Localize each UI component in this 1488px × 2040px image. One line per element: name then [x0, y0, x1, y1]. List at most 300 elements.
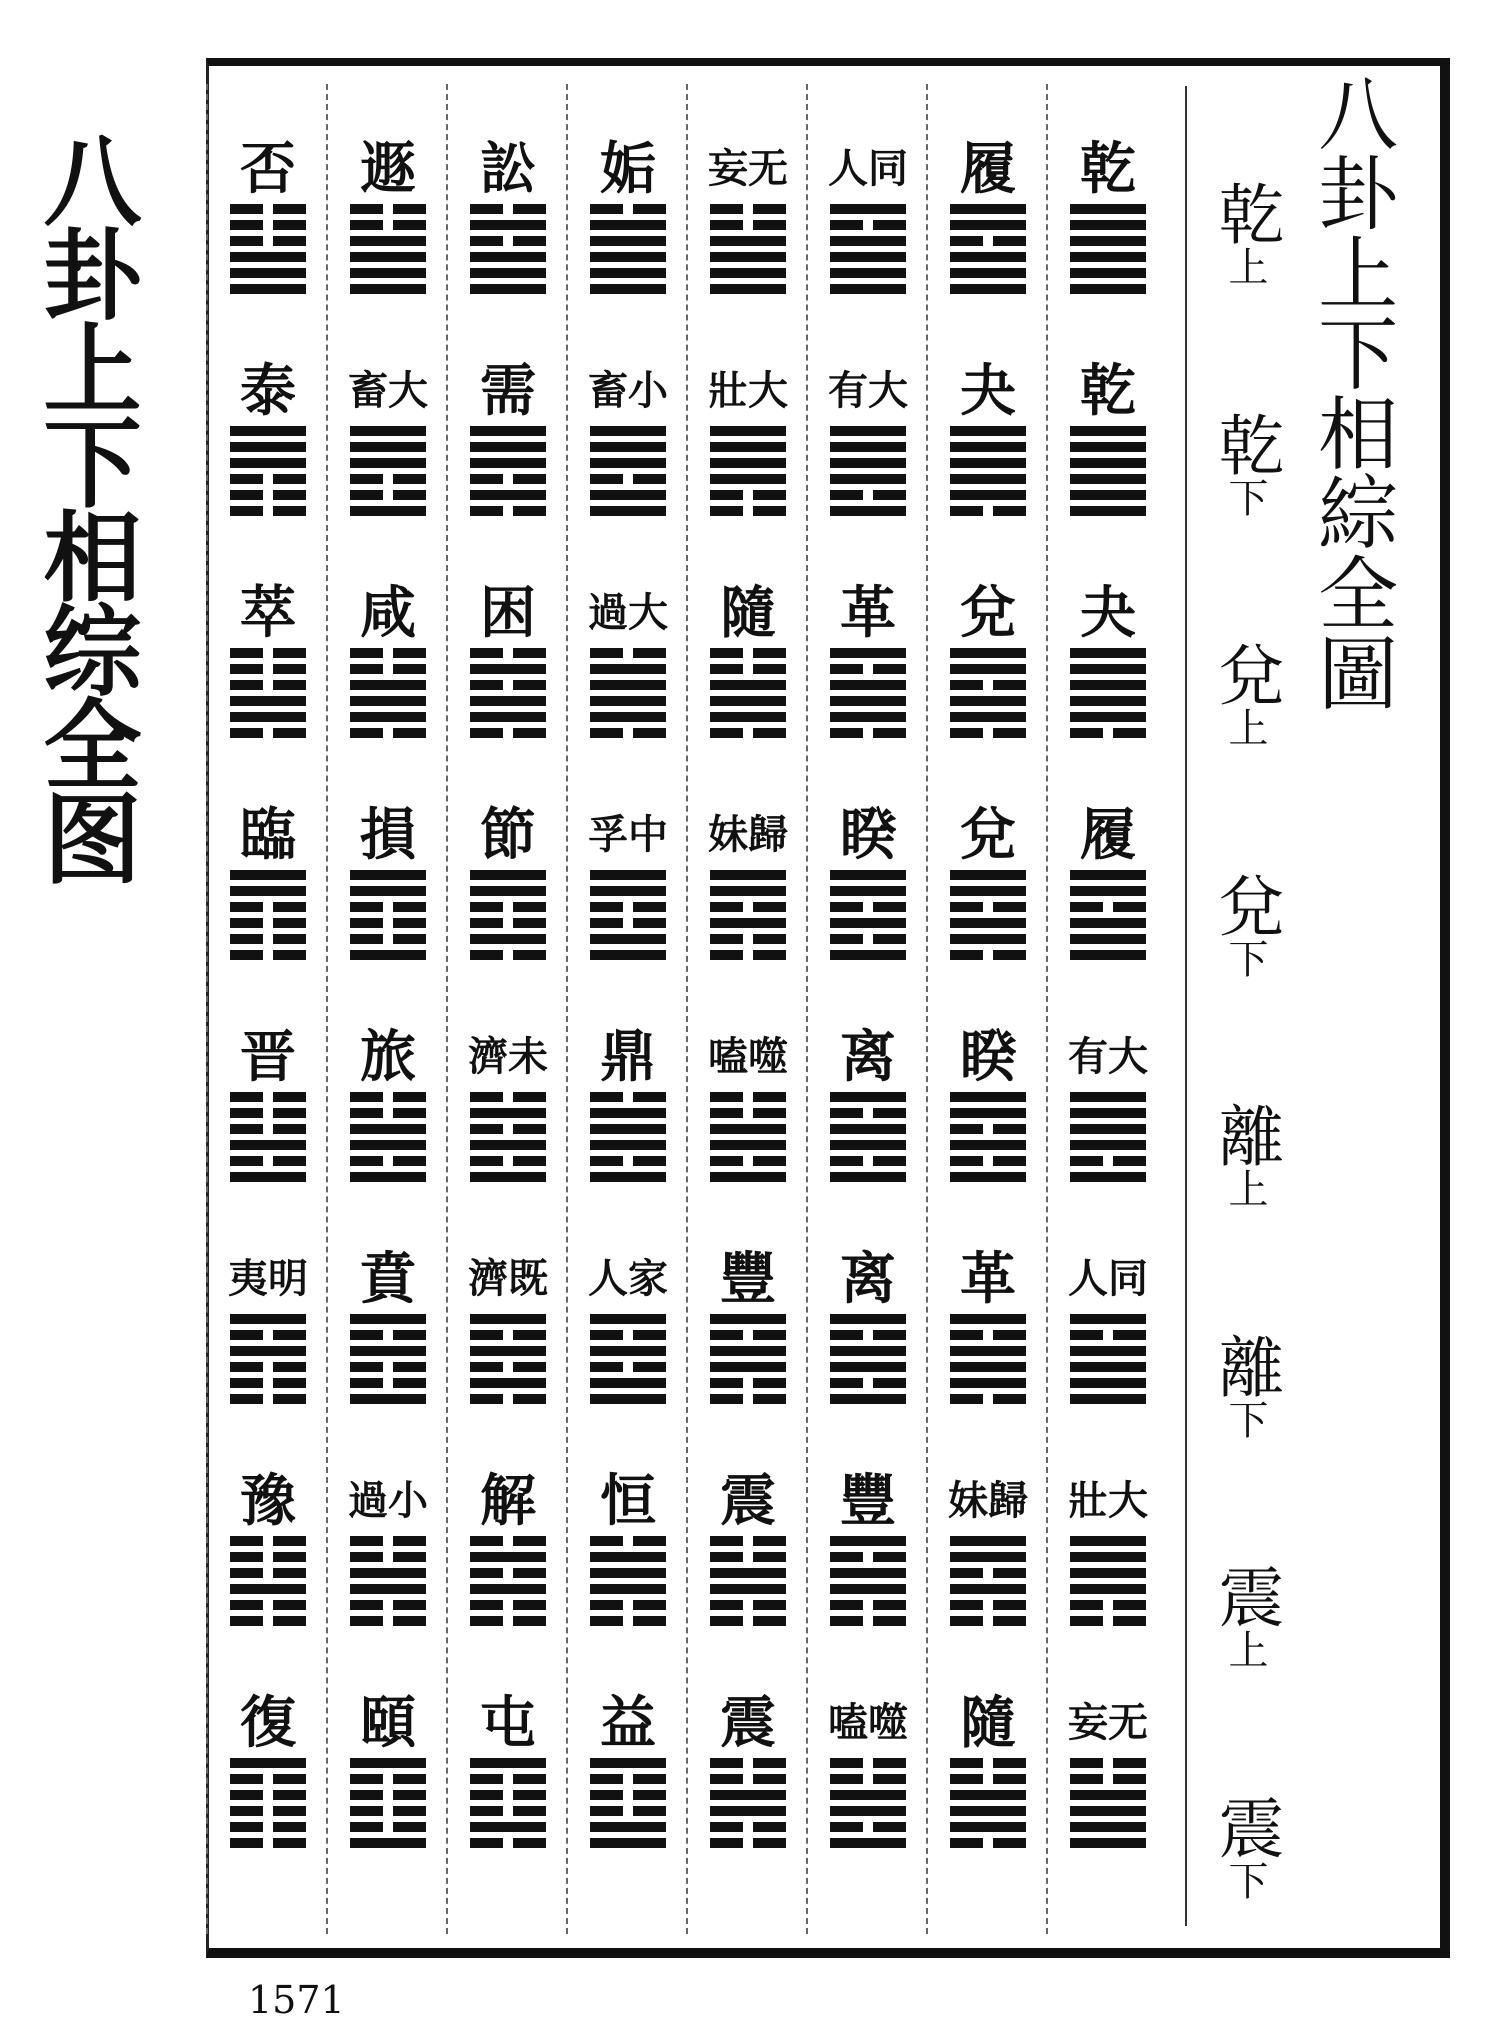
yin-line	[710, 1536, 786, 1546]
hexagram-figure	[1070, 1314, 1146, 1410]
yin-line	[830, 1156, 906, 1166]
hexagram-label: 离	[840, 1246, 896, 1312]
yin-line	[230, 1394, 306, 1404]
yang-line	[830, 506, 906, 516]
hexagram-cell	[820, 1018, 916, 1240]
hexagram-figure	[230, 426, 306, 522]
hexagram-label: 人同	[1068, 1254, 1148, 1302]
trigram-caption-name: 震	[1207, 1563, 1284, 1630]
yin-line	[470, 506, 546, 516]
yang-line	[710, 1140, 786, 1150]
yin-line	[230, 1838, 306, 1848]
yang-line	[230, 268, 306, 278]
yang-line	[590, 458, 666, 468]
yin-line	[350, 902, 426, 912]
hexagram-cell	[580, 1462, 676, 1684]
yin-line	[830, 934, 906, 944]
hexagram-label: 人同	[828, 144, 908, 192]
yin-line	[830, 1774, 906, 1784]
yang-line	[350, 1838, 426, 1848]
yang-line	[350, 712, 426, 722]
yang-line	[590, 1172, 666, 1182]
yang-line	[950, 1346, 1026, 1356]
column-separator	[566, 84, 570, 1934]
yang-line	[590, 220, 666, 230]
yin-line	[950, 236, 1026, 246]
yin-line	[470, 1806, 546, 1816]
yin-line	[350, 664, 426, 674]
yang-line	[950, 1790, 1026, 1800]
yang-line	[350, 680, 426, 690]
yin-line	[470, 950, 546, 960]
yang-line	[710, 252, 786, 262]
hexagram-figure	[590, 204, 666, 300]
hexagram-figure	[710, 870, 786, 966]
hexagram-figure	[470, 426, 546, 522]
hexagram-cell	[580, 796, 676, 1018]
hexagram-figure	[1070, 1758, 1146, 1854]
hexagram-figure	[830, 1758, 906, 1854]
hexagram-label: 需	[480, 358, 536, 424]
hexagram-label: 革	[840, 580, 896, 646]
yin-line	[830, 1758, 906, 1768]
hexagram-label: 復	[240, 1690, 296, 1756]
hexagram-figure	[830, 870, 906, 966]
hexagram-figure	[950, 648, 1026, 744]
yin-line	[230, 950, 306, 960]
yang-line	[710, 870, 786, 880]
yin-line	[710, 506, 786, 516]
yin-line	[590, 1362, 666, 1372]
hexagram-figure	[470, 1758, 546, 1854]
yin-line	[1070, 1330, 1146, 1340]
hexagram-figure	[590, 1758, 666, 1854]
hexagram-cell	[580, 1018, 676, 1240]
yin-line	[350, 1330, 426, 1340]
hexagram-cell	[580, 352, 676, 574]
yang-line	[830, 1394, 906, 1404]
yin-line	[830, 1108, 906, 1118]
yin-line	[350, 1552, 426, 1562]
yang-line	[830, 252, 906, 262]
yin-line	[470, 1536, 546, 1546]
yang-line	[830, 1092, 906, 1102]
yang-line	[590, 664, 666, 674]
yin-line	[230, 1822, 306, 1832]
hexagram-cell	[460, 130, 556, 352]
yang-line	[950, 664, 1026, 674]
yang-line	[830, 712, 906, 722]
yang-line	[950, 442, 1026, 452]
hexagram-cell	[820, 574, 916, 796]
hexagram-label: 兌	[960, 802, 1016, 868]
hexagram-figure	[590, 426, 666, 522]
yang-line	[830, 1790, 906, 1800]
yin-line	[350, 1806, 426, 1816]
hexagram-label: 有大	[828, 366, 908, 414]
yin-line	[1070, 1616, 1146, 1626]
hexagram-label: 夷明	[228, 1254, 308, 1302]
side-title: 八卦上下相综全图	[27, 130, 142, 882]
yin-line	[230, 1806, 306, 1816]
column-separator	[806, 84, 810, 1934]
hexagram-cell	[700, 1684, 796, 1906]
yang-line	[1070, 1346, 1146, 1356]
yang-line	[350, 1140, 426, 1150]
yang-line	[590, 1108, 666, 1118]
yin-line	[590, 648, 666, 658]
yang-line	[710, 474, 786, 484]
hexagram-cell	[580, 130, 676, 352]
hexagram-figure	[1070, 1092, 1146, 1188]
yin-line	[470, 1362, 546, 1372]
yang-line	[350, 252, 426, 262]
yang-line	[470, 1758, 546, 1768]
yin-line	[590, 204, 666, 214]
yin-line	[350, 1822, 426, 1832]
hexagram-label: 晋	[240, 1024, 296, 1090]
yang-line	[1070, 1806, 1146, 1816]
yang-line	[590, 1140, 666, 1150]
yang-line	[350, 1584, 426, 1594]
hexagram-label: 困	[480, 580, 536, 646]
trigram-caption	[1207, 871, 1284, 978]
hexagram-label: 震	[720, 1468, 776, 1534]
yang-line	[830, 1346, 906, 1356]
hexagram-label: 夬	[960, 358, 1016, 424]
hexagram-label: 妹歸	[708, 810, 788, 858]
yang-line	[350, 1758, 426, 1768]
hexagram-cell	[700, 796, 796, 1018]
yang-line	[1070, 712, 1146, 722]
hexagram-cell	[700, 130, 796, 352]
hexagram-cell	[1060, 1240, 1156, 1462]
yang-line	[470, 442, 546, 452]
yin-line	[350, 1378, 426, 1388]
yang-line	[1070, 648, 1146, 658]
yang-line	[470, 268, 546, 278]
yang-line	[470, 490, 546, 500]
yang-line	[710, 458, 786, 468]
trigram-caption-name: 乾	[1207, 410, 1284, 477]
yang-line	[590, 1394, 666, 1404]
yang-line	[710, 236, 786, 246]
yang-line	[710, 284, 786, 294]
yang-line	[590, 268, 666, 278]
yang-line	[830, 648, 906, 658]
yang-line	[590, 712, 666, 722]
yang-line	[470, 664, 546, 674]
yin-line	[350, 934, 426, 944]
yang-line	[590, 284, 666, 294]
yang-line	[590, 1378, 666, 1388]
hexagram-cell	[820, 1684, 916, 1906]
yang-line	[1070, 1092, 1146, 1102]
yin-line	[710, 1378, 786, 1388]
trigram-caption	[1207, 1102, 1284, 1209]
hexagram-cell	[1060, 352, 1156, 574]
hexagram-cell	[460, 1018, 556, 1240]
trigram-caption-name: 震	[1207, 1793, 1284, 1860]
yang-line	[590, 1822, 666, 1832]
yang-line	[830, 870, 906, 880]
hexagram-cell	[1060, 796, 1156, 1018]
yang-line	[590, 236, 666, 246]
yin-line	[350, 220, 426, 230]
hexagram-cell	[460, 1684, 556, 1906]
yin-line	[470, 1568, 546, 1578]
yin-line	[350, 1108, 426, 1118]
yang-line	[1070, 934, 1146, 944]
hexagram-label: 遯	[360, 136, 416, 202]
yang-line	[590, 1124, 666, 1134]
hexagram-label: 畜大	[348, 366, 428, 414]
yin-line	[590, 1092, 666, 1102]
hexagram-label: 畜小	[588, 366, 668, 414]
yang-line	[590, 1314, 666, 1324]
yin-line	[230, 918, 306, 928]
yin-line	[350, 1790, 426, 1800]
yang-line	[710, 696, 786, 706]
yang-line	[830, 474, 906, 484]
hexagram-cell	[700, 352, 796, 574]
yang-line	[950, 474, 1026, 484]
yang-line	[230, 1172, 306, 1182]
hexagram-label: 嗑噬	[708, 1032, 788, 1080]
hexagram-cell	[460, 574, 556, 796]
hexagram-column	[1060, 130, 1156, 1910]
yang-line	[950, 252, 1026, 262]
yin-line	[590, 1774, 666, 1784]
yang-line	[470, 426, 546, 436]
yin-line	[830, 1600, 906, 1610]
hexagram-column	[460, 130, 556, 1910]
yang-line	[350, 1568, 426, 1578]
yin-line	[710, 664, 786, 674]
yang-line	[950, 426, 1026, 436]
yang-line	[470, 934, 546, 944]
trigram-caption-mark: 上	[1222, 1168, 1268, 1209]
yin-line	[830, 664, 906, 674]
hexagram-cell	[820, 130, 916, 352]
hexagram-column	[580, 130, 676, 1910]
hexagram-label: 乾	[1080, 136, 1136, 202]
hexagram-label: 泰	[240, 358, 296, 424]
hexagram-figure	[950, 870, 1026, 966]
yin-line	[230, 902, 306, 912]
yin-line	[470, 1156, 546, 1166]
yin-line	[470, 1330, 546, 1340]
yang-line	[230, 886, 306, 896]
hexagram-figure	[590, 1536, 666, 1632]
yang-line	[350, 458, 426, 468]
yin-line	[230, 220, 306, 230]
yang-line	[350, 1124, 426, 1134]
hexagram-cell	[580, 1684, 676, 1906]
hexagram-cell	[940, 574, 1036, 796]
hexagram-label: 恒	[600, 1468, 656, 1534]
hexagram-label: 過小	[348, 1476, 428, 1524]
yang-line	[1070, 268, 1146, 278]
yang-line	[950, 284, 1026, 294]
trigram-caption-mark: 下	[1222, 1398, 1268, 1439]
yin-line	[710, 1330, 786, 1340]
hexagram-figure	[830, 648, 906, 744]
yin-line	[950, 1616, 1026, 1626]
yin-line	[470, 1838, 546, 1848]
hexagram-label: 臨	[240, 802, 296, 868]
yin-line	[230, 1616, 306, 1626]
hexagram-label: 頤	[360, 1690, 416, 1756]
yang-line	[710, 1362, 786, 1372]
yin-line	[710, 1552, 786, 1562]
hexagram-cell	[220, 130, 316, 352]
hexagram-label: 壯大	[1068, 1476, 1148, 1524]
hexagram-label: 損	[360, 802, 416, 868]
hexagram-figure	[710, 1092, 786, 1188]
hexagram-figure	[350, 1092, 426, 1188]
yang-line	[710, 1172, 786, 1182]
yang-line	[1070, 1108, 1146, 1118]
yin-line	[590, 1330, 666, 1340]
trigram-caption	[1207, 641, 1284, 748]
yang-line	[230, 458, 306, 468]
hexagram-cell	[820, 1462, 916, 1684]
yin-line	[350, 204, 426, 214]
yin-line	[710, 1838, 786, 1848]
yang-line	[470, 284, 546, 294]
yang-line	[950, 886, 1026, 896]
yang-line	[710, 1346, 786, 1356]
hexagram-cell	[940, 1462, 1036, 1684]
hexagram-cell	[820, 352, 916, 574]
yin-line	[230, 934, 306, 944]
hexagram-figure	[950, 1758, 1026, 1854]
hexagram-cell	[340, 574, 436, 796]
yin-line	[230, 506, 306, 516]
hexagram-cell	[700, 574, 796, 796]
yin-line	[230, 1362, 306, 1372]
hexagram-cell	[220, 1018, 316, 1240]
trigram-caption-name: 乾	[1207, 180, 1284, 246]
yang-line	[1070, 474, 1146, 484]
yin-line	[710, 648, 786, 658]
hexagram-label: 妄无	[708, 144, 788, 192]
yin-line	[470, 1600, 546, 1610]
yang-line	[1070, 1314, 1146, 1324]
hexagram-figure	[470, 1314, 546, 1410]
yang-line	[230, 1346, 306, 1356]
hexagram-cell	[1060, 130, 1156, 352]
trigram-caption-mark: 上	[1222, 707, 1268, 748]
yin-line	[350, 490, 426, 500]
hexagram-figure	[470, 1092, 546, 1188]
yang-line	[350, 1314, 426, 1324]
yang-line	[470, 1108, 546, 1118]
yin-line	[590, 1536, 666, 1546]
yin-line	[950, 1394, 1026, 1404]
hexagram-cell	[700, 1240, 796, 1462]
yang-line	[1070, 1172, 1146, 1182]
yin-line	[950, 1600, 1026, 1610]
yin-line	[950, 1124, 1026, 1134]
yang-line	[350, 268, 426, 278]
yang-line	[590, 1758, 666, 1768]
trigram-caption-name: 兌	[1207, 871, 1284, 938]
trigram-caption	[1207, 1793, 1284, 1900]
yang-line	[950, 1378, 1026, 1388]
yang-line	[590, 252, 666, 262]
hexagram-cell	[220, 1240, 316, 1462]
hexagram-label: 震	[720, 1690, 776, 1756]
yin-line	[230, 728, 306, 738]
column-separator	[446, 84, 450, 1934]
hexagram-cell	[460, 1240, 556, 1462]
hexagram-figure	[470, 204, 546, 300]
yin-line	[710, 902, 786, 912]
yang-line	[950, 204, 1026, 214]
hexagram-figure	[470, 648, 546, 744]
yin-line	[710, 1822, 786, 1832]
yang-line	[350, 1172, 426, 1182]
yin-line	[590, 1156, 666, 1166]
hexagram-cell	[340, 1684, 436, 1906]
hexagram-figure	[710, 1536, 786, 1632]
yin-line	[350, 1156, 426, 1166]
hexagram-cell	[940, 1018, 1036, 1240]
hexagram-label: 隨	[720, 580, 776, 646]
hexagram-label: 嗑噬	[828, 1698, 908, 1746]
yin-line	[470, 1124, 546, 1134]
hexagram-figure	[830, 426, 906, 522]
yin-line	[950, 1568, 1026, 1578]
yang-line	[1070, 1552, 1146, 1562]
column-separator	[326, 84, 330, 1934]
hexagram-cell	[580, 1240, 676, 1462]
yin-line	[830, 902, 906, 912]
hexagram-figure	[950, 1314, 1026, 1410]
yang-line	[830, 1838, 906, 1848]
hexagram-cell	[220, 1462, 316, 1684]
hexagram-figure	[590, 1092, 666, 1188]
yang-line	[950, 1314, 1026, 1324]
hexagram-label: 妄无	[1068, 1698, 1148, 1746]
yang-line	[950, 220, 1026, 230]
yin-line	[470, 680, 546, 690]
yang-line	[230, 1584, 306, 1594]
hexagram-cell	[700, 1462, 796, 1684]
trigram-caption-name: 離	[1207, 1332, 1284, 1399]
yang-line	[1070, 1584, 1146, 1594]
yin-line	[230, 1774, 306, 1784]
hexagram-figure	[710, 1314, 786, 1410]
hexagram-cell	[1060, 1462, 1156, 1684]
yang-line	[830, 1536, 906, 1546]
yang-line	[590, 1584, 666, 1594]
hexagram-figure	[350, 426, 426, 522]
hexagram-cell	[820, 796, 916, 1018]
hexagram-label: 過大	[588, 588, 668, 636]
yin-line	[830, 1552, 906, 1562]
hexagram-figure	[1070, 426, 1146, 522]
yang-line	[1070, 1568, 1146, 1578]
yang-line	[950, 712, 1026, 722]
column-separator	[206, 84, 210, 1934]
yang-line	[950, 1362, 1026, 1372]
yin-line	[470, 1092, 546, 1102]
yang-line	[830, 1124, 906, 1134]
yang-line	[830, 886, 906, 896]
